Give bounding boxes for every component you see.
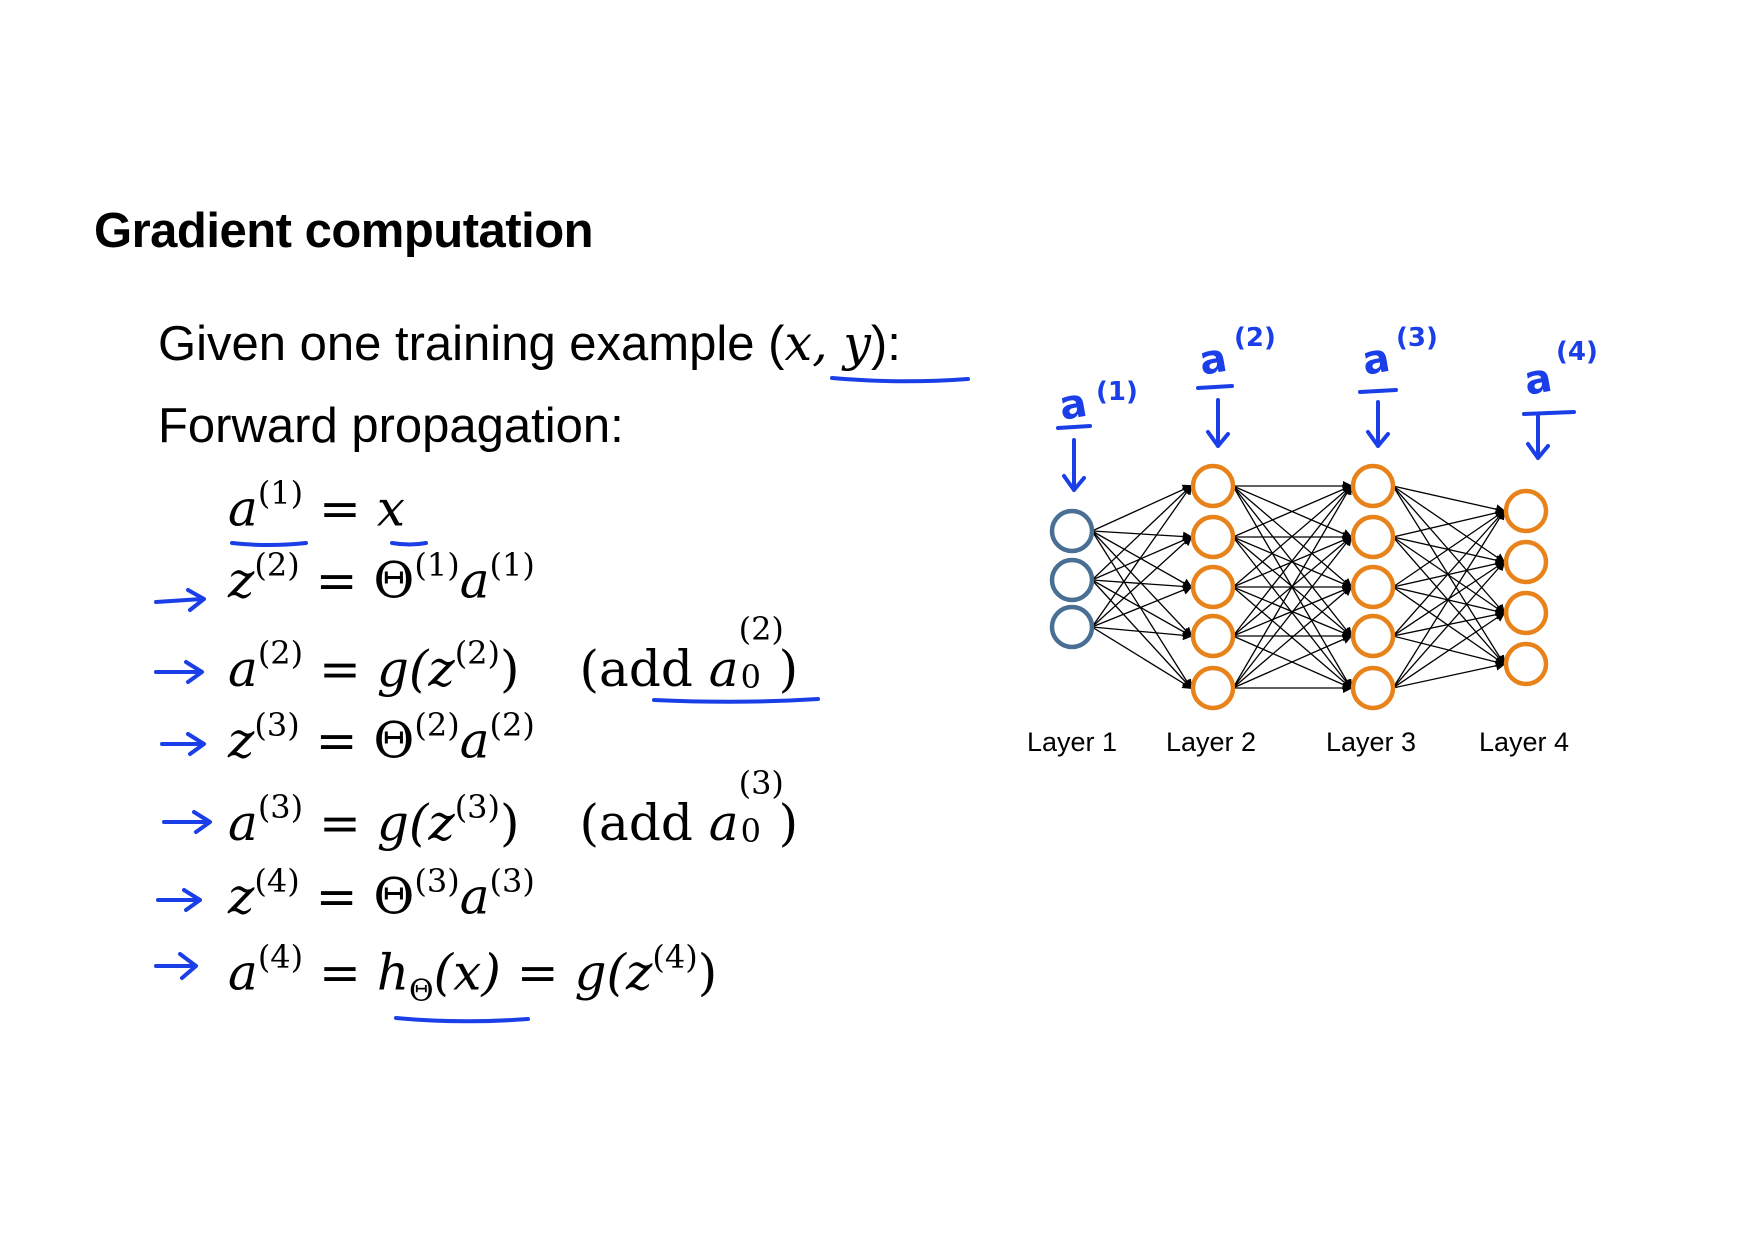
connection-edge xyxy=(1393,511,1504,688)
layer-4-label: Layer 4 xyxy=(1479,727,1570,757)
connection-edge xyxy=(1092,531,1191,537)
layer-4-unit-1 xyxy=(1506,491,1546,531)
connection-edge xyxy=(1092,580,1191,636)
layer-1-unit-2 xyxy=(1052,560,1092,600)
equation-a2: $a^{(2)} = g(z^{(2)})$ (add a (2) 0 ) xyxy=(228,610,799,698)
layer-4-unit-3 xyxy=(1506,593,1546,633)
connection-edge xyxy=(1393,486,1504,511)
connection-edge xyxy=(1393,511,1504,537)
svg-text:(2): (2) xyxy=(1234,323,1276,353)
connection-edge xyxy=(1092,486,1191,531)
given-close: ): xyxy=(870,317,901,371)
connection-edge xyxy=(1393,562,1504,587)
activation-annotation xyxy=(1521,337,1598,458)
equation-a1: $a^{(1)} = x$ xyxy=(228,474,406,538)
svg-text:(1): (1) xyxy=(1096,377,1138,407)
svg-text:a: a xyxy=(1520,354,1556,405)
connection-edge xyxy=(1092,580,1191,587)
layer-3-unit-4 xyxy=(1353,616,1393,656)
svg-text:(3): (3) xyxy=(1396,323,1438,353)
connection-edge xyxy=(1092,537,1191,627)
svg-text:a: a xyxy=(1055,379,1091,430)
connection-edge xyxy=(1092,486,1191,580)
layer-3-unit-2 xyxy=(1353,517,1393,557)
connection-edge xyxy=(1092,537,1191,580)
layer-4-unit-2 xyxy=(1506,542,1546,582)
equation-a4: $a^{(4)} = h_\Theta(x) = g(z^{(4)})$ xyxy=(228,938,718,1009)
forward-label: Forward propagation: xyxy=(158,399,624,453)
add-bias-note: (add a (3) 0 ) xyxy=(579,764,799,852)
layer-1-label: Layer 1 xyxy=(1027,727,1118,757)
layer-1-unit-3 xyxy=(1052,607,1092,647)
layer-2-unit-3 xyxy=(1193,567,1233,607)
equation-z3: $z^{(3)} = \Theta^{(2)}a^{(2)}$ xyxy=(228,706,535,770)
layer-2-label: Layer 2 xyxy=(1166,727,1257,757)
equation-z2: $z^{(2)} = \Theta^{(1)}a^{(1)}$ xyxy=(228,546,535,610)
given-vars: x, y xyxy=(784,315,871,372)
layer-3-label: Layer 3 xyxy=(1326,727,1417,757)
connection-edge xyxy=(1092,486,1191,627)
layer-1-unit-1 xyxy=(1052,511,1092,551)
given-text: Given one training example ( xyxy=(158,317,785,371)
equation-a3: $a^{(3)} = g(z^{(3)})$ (add a (3) 0 ) xyxy=(228,764,799,852)
equation-z4: $z^{(4)} = \Theta^{(3)}a^{(3)}$ xyxy=(228,862,535,926)
layer-2-unit-1 xyxy=(1193,466,1233,506)
activation-annotation xyxy=(1359,323,1438,446)
svg-text:a: a xyxy=(1358,334,1394,385)
svg-text:a: a xyxy=(1195,334,1231,385)
connection-edge xyxy=(1092,627,1191,688)
layer-2-unit-2 xyxy=(1193,517,1233,557)
svg-text:(4): (4) xyxy=(1556,337,1598,367)
add-bias-note: (add a (2) 0 ) xyxy=(579,610,799,698)
layer-3-unit-5 xyxy=(1353,668,1393,708)
layer-2-unit-4 xyxy=(1193,616,1233,656)
layer-3-unit-1 xyxy=(1353,466,1393,506)
activation-annotation xyxy=(1056,377,1138,490)
layer-3-unit-3 xyxy=(1353,567,1393,607)
activation-annotation xyxy=(1196,323,1276,446)
layer-4-unit-4 xyxy=(1506,644,1546,684)
layer-2-unit-5 xyxy=(1193,668,1233,708)
slide-title: Gradient computation xyxy=(94,204,594,258)
connection-edge xyxy=(1092,531,1191,688)
